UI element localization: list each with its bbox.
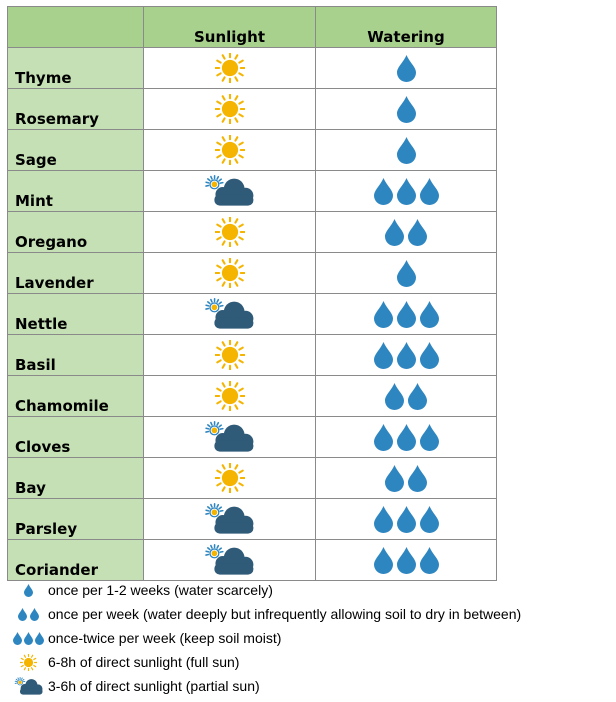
herb-name: Mint	[8, 171, 144, 212]
water-drop-icon	[397, 137, 416, 164]
sunlight-cell	[144, 376, 316, 417]
watering-cell	[316, 253, 497, 294]
water-drop-icon	[374, 178, 439, 205]
watering-cell	[316, 48, 497, 89]
sunlight-cell	[144, 212, 316, 253]
watering-cell	[316, 335, 497, 376]
water-drop-icon	[397, 96, 416, 123]
sun-icon	[215, 53, 245, 83]
legend-text: 3-6h of direct sunlight (partial sun)	[48, 678, 260, 694]
table-row	[8, 294, 497, 335]
sunlight-cell	[144, 335, 316, 376]
herb-name: Sage	[8, 130, 144, 171]
water-drop-icon	[385, 219, 427, 246]
water-drop-icon	[374, 342, 439, 369]
sun-icon	[215, 258, 245, 288]
sun-icon	[215, 135, 245, 165]
legend-item	[10, 674, 521, 698]
herb-name: Bay	[8, 458, 144, 499]
watering-cell	[316, 499, 497, 540]
partial-sun-icon	[204, 298, 256, 329]
sunlight-cell	[144, 130, 316, 171]
legend-icon	[10, 608, 47, 621]
table-row	[8, 540, 497, 581]
sun-icon	[215, 94, 245, 124]
sunlight-cell	[144, 499, 316, 540]
watering-cell	[316, 458, 497, 499]
table-row	[8, 458, 497, 499]
sunlight-cell	[144, 458, 316, 499]
table-row	[8, 130, 497, 171]
table-row	[8, 48, 497, 89]
partial-sun-icon	[204, 503, 256, 534]
legend-icon	[10, 654, 47, 671]
herb-name: Coriander	[8, 540, 144, 581]
water-drop-icon	[374, 301, 439, 328]
legend-text: once-twice per week (keep soil moist)	[48, 630, 282, 646]
header-herb	[8, 7, 144, 48]
sunlight-cell	[144, 294, 316, 335]
legend-text: 6-8h of direct sunlight (full sun)	[48, 654, 240, 670]
sunlight-cell	[144, 253, 316, 294]
sunlight-cell	[144, 48, 316, 89]
table-row	[8, 171, 497, 212]
water-drop-icon	[374, 547, 439, 574]
watering-cell	[316, 417, 497, 458]
legend-item	[10, 602, 521, 626]
herb-name: Chamomile	[8, 376, 144, 417]
legend-item	[10, 626, 521, 650]
sunlight-cell	[144, 540, 316, 581]
partial-sun-icon	[204, 421, 256, 452]
header-row	[8, 7, 497, 48]
table-row	[8, 376, 497, 417]
sunlight-cell	[144, 89, 316, 130]
table-row	[8, 253, 497, 294]
legend-text: once per 1-2 weeks (water scarcely)	[48, 582, 273, 598]
water-drop-icon	[397, 260, 416, 287]
sunlight-cell	[144, 417, 316, 458]
water-drop-icon	[18, 608, 39, 621]
legend-icon	[10, 632, 47, 645]
water-drop-icon	[385, 383, 427, 410]
watering-cell	[316, 89, 497, 130]
header-watering: Watering	[316, 7, 497, 48]
legend-icon	[10, 677, 47, 695]
herb-name: Rosemary	[8, 89, 144, 130]
sun-icon	[215, 463, 245, 493]
herb-care-table	[7, 6, 497, 581]
watering-cell	[316, 130, 497, 171]
table-row	[8, 335, 497, 376]
water-drop-icon	[374, 424, 439, 451]
header-sunlight: Sunlight	[144, 7, 316, 48]
table-row	[8, 499, 497, 540]
table-row	[8, 89, 497, 130]
sun-icon	[20, 654, 37, 671]
watering-cell	[316, 540, 497, 581]
herb-name: Basil	[8, 335, 144, 376]
sunlight-cell	[144, 171, 316, 212]
sun-icon	[215, 217, 245, 247]
water-drop-icon	[13, 632, 44, 645]
herb-name: Cloves	[8, 417, 144, 458]
partial-sun-icon	[204, 175, 256, 206]
watering-cell	[316, 212, 497, 253]
herb-name: Thyme	[8, 48, 144, 89]
legend-item	[10, 650, 521, 674]
watering-cell	[316, 376, 497, 417]
watering-cell	[316, 294, 497, 335]
legend-icon	[10, 584, 47, 597]
herb-name: Nettle	[8, 294, 144, 335]
herb-name: Parsley	[8, 499, 144, 540]
water-drop-icon	[374, 506, 439, 533]
table-row	[8, 212, 497, 253]
partial-sun-icon	[14, 677, 44, 695]
legend-item	[10, 578, 521, 602]
legend	[10, 578, 521, 698]
watering-cell	[316, 171, 497, 212]
table-row	[8, 417, 497, 458]
partial-sun-icon	[204, 544, 256, 575]
water-drop-icon	[385, 465, 427, 492]
water-drop-icon	[397, 55, 416, 82]
water-drop-icon	[24, 584, 33, 597]
sun-icon	[215, 340, 245, 370]
legend-text: once per week (water deeply but infrequently allowing soil to dry in between)	[48, 606, 522, 622]
sun-icon	[215, 381, 245, 411]
herb-name: Lavender	[8, 253, 144, 294]
herb-name: Oregano	[8, 212, 144, 253]
